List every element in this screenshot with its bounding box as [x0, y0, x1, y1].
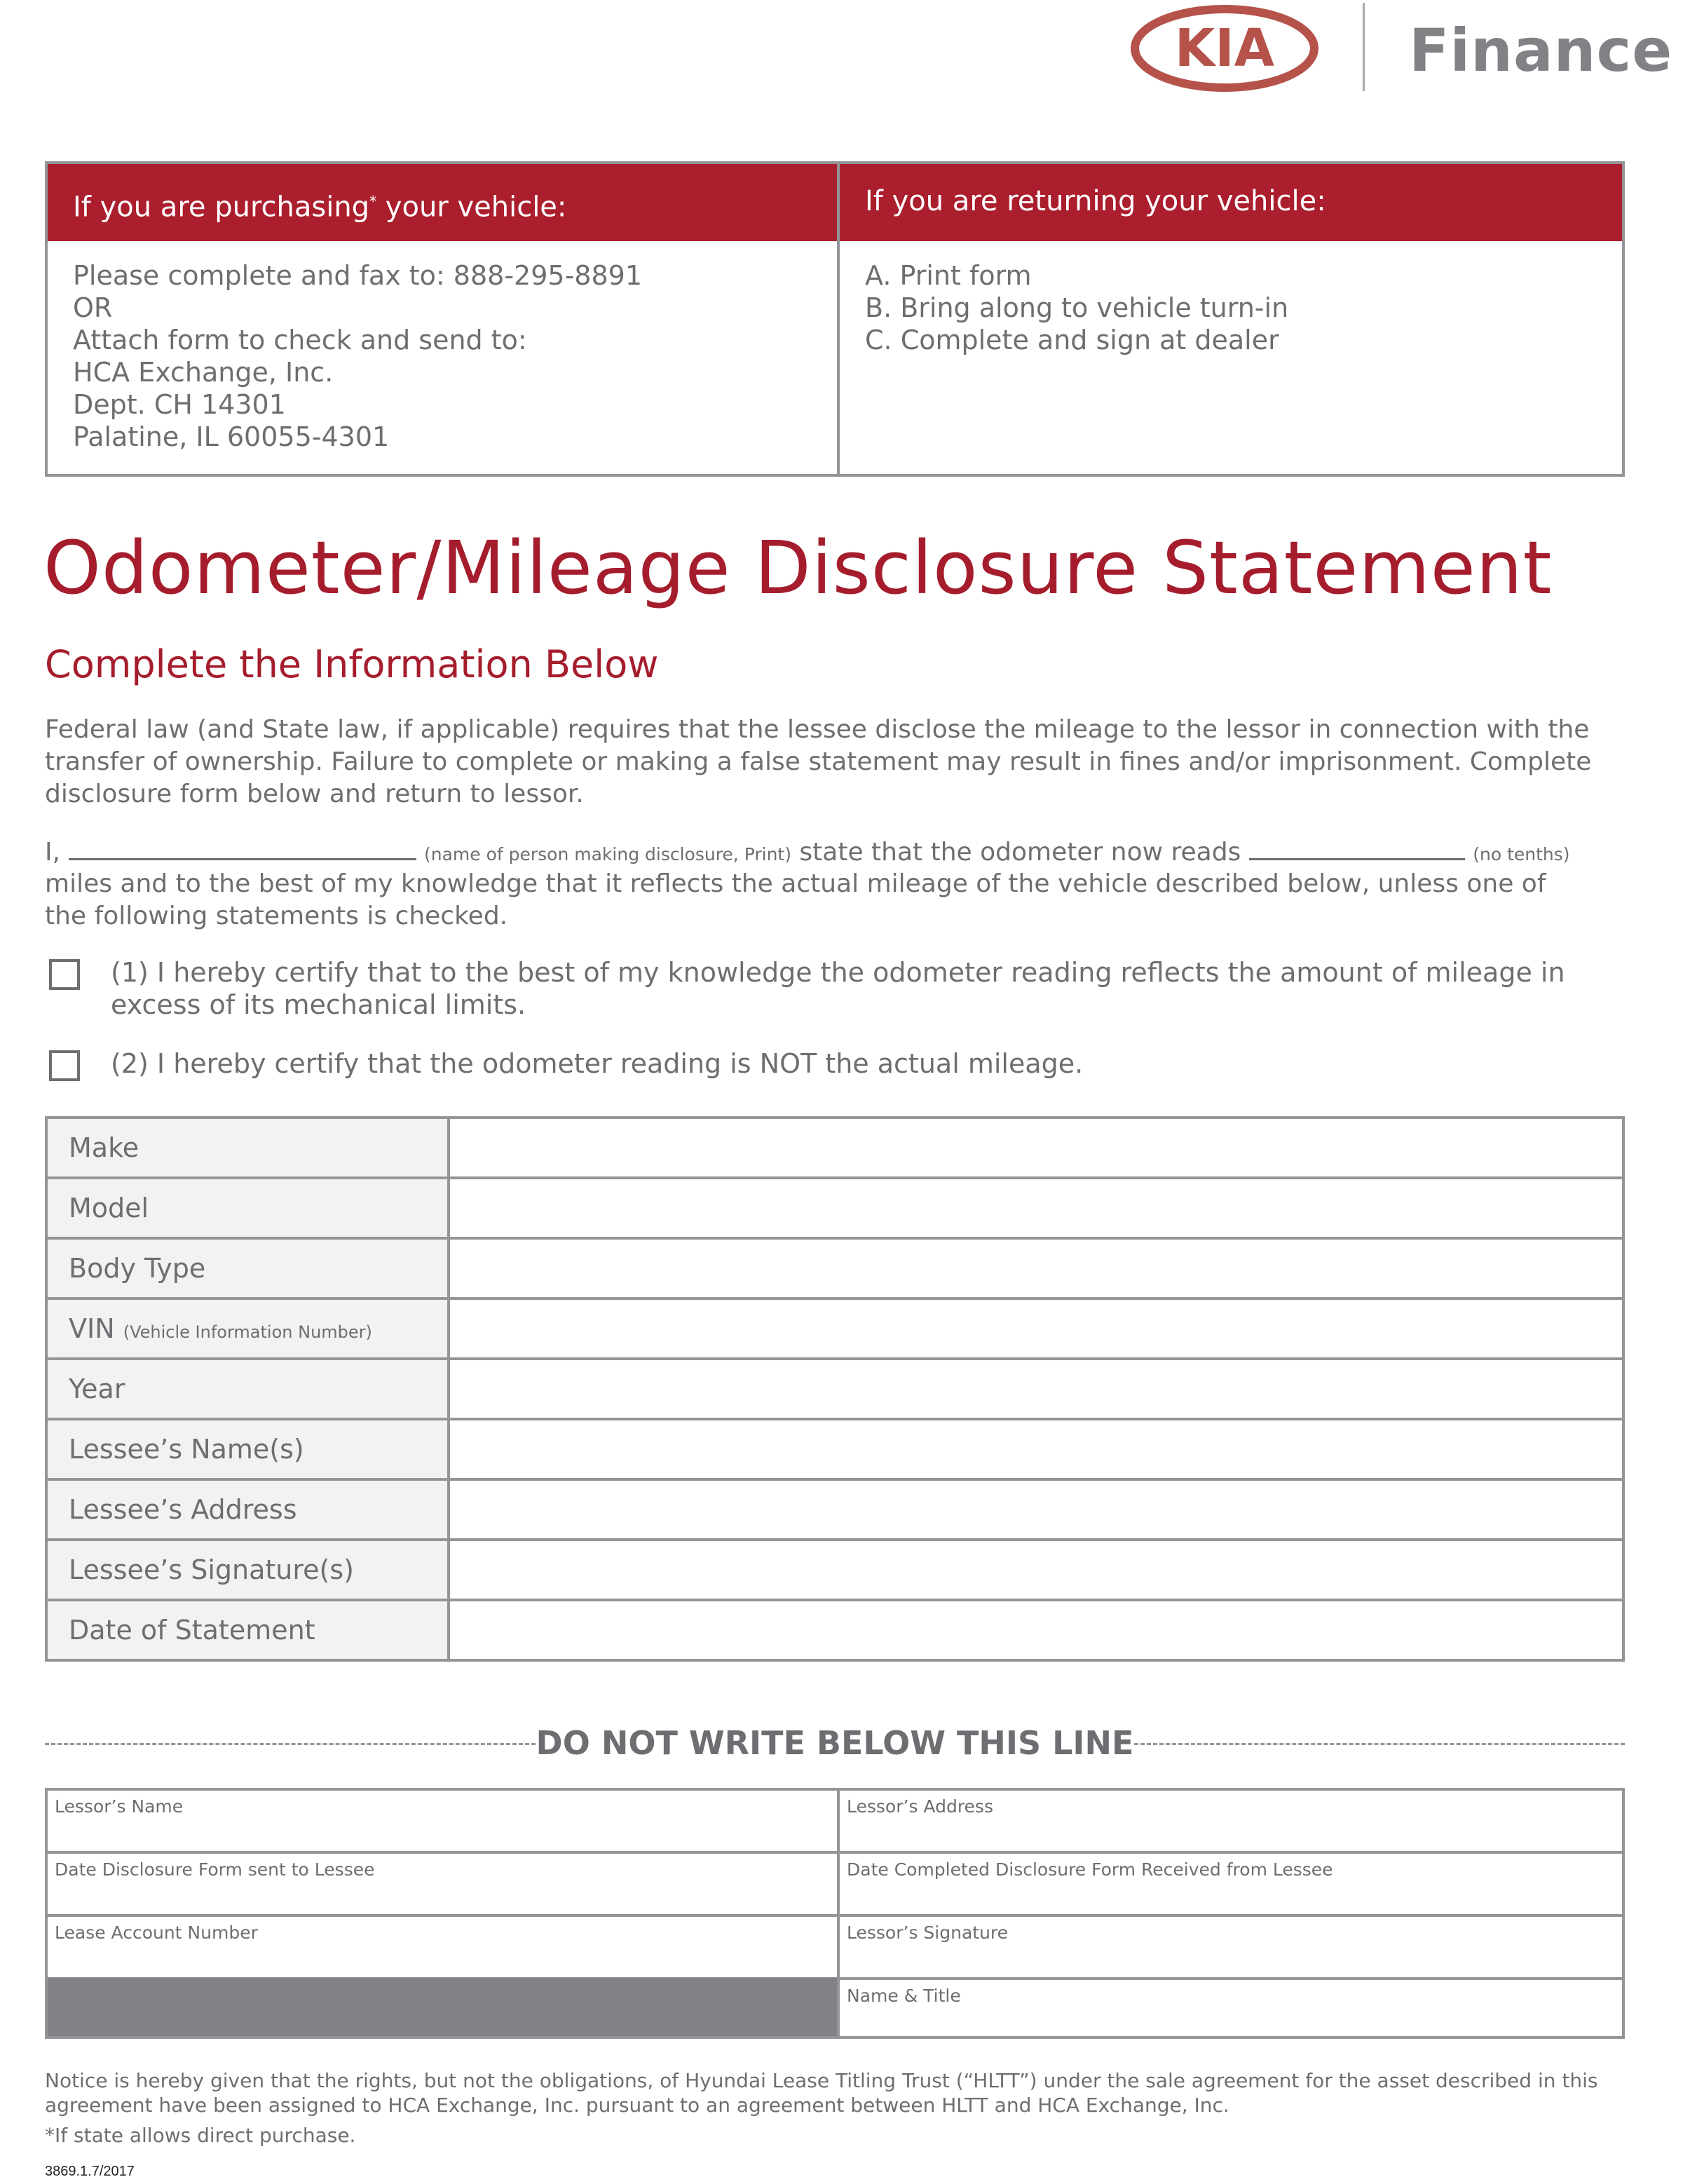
- statement-prefix: I,: [45, 838, 61, 867]
- instruction-line: OR: [73, 292, 113, 323]
- instruction-line: Attach form to check and send to:: [73, 325, 527, 355]
- page-subtitle: Complete the Information Below: [45, 642, 659, 686]
- date-of-statement-label: Date of Statement: [48, 1601, 450, 1659]
- table-row: [48, 1538, 1622, 1599]
- instruction-line: Dept. CH 14301: [73, 389, 286, 420]
- name-input[interactable]: [69, 836, 416, 860]
- instruction-line: B. Bring along to vehicle turn-in: [865, 292, 1289, 323]
- lessee-signatures-field[interactable]: [450, 1541, 1622, 1599]
- lessee-names-field[interactable]: [450, 1420, 1622, 1478]
- purchasing-instructions: [73, 259, 642, 453]
- lessee-signatures-label: Lessee’s Signature(s): [48, 1541, 450, 1599]
- instructions-box: [45, 161, 1625, 477]
- name-hint: (name of person making disclosure, Print): [423, 844, 791, 864]
- certification-text: (2) I hereby certify that the odometer reading is NOT the actual mileage.: [111, 1048, 1084, 1079]
- intro-paragraph: Federal law (and State law, if applicable) requires that the lessee disclose the mileage to the lessor in connection with the transfer of ownership. Failure to complete or making a false statement may result in fines and/or imprisonment. Complete disclosure form below and return to lessor.: [45, 715, 1592, 808]
- lessee-address-label: Lessee’s Address: [48, 1481, 450, 1538]
- make-label: Make: [48, 1119, 450, 1176]
- table-row: [48, 1176, 1622, 1237]
- finance-wordmark: Finance: [1409, 16, 1673, 85]
- svg-text:KIA: KIA: [1174, 18, 1275, 79]
- table-row: [48, 1418, 1622, 1478]
- certification-text: excess of its mechanical limits.: [111, 989, 526, 1020]
- statement-line: the following statements is checked.: [45, 902, 508, 930]
- instruction-line: A. Print form: [865, 260, 1032, 291]
- table-row: [48, 1357, 1622, 1418]
- shaded-cell: [48, 1978, 837, 2036]
- table-row: [48, 1478, 1622, 1538]
- lessors-address-cell[interactable]: Lessor’s Address: [847, 1796, 993, 1817]
- body-type-field[interactable]: [450, 1240, 1622, 1297]
- office-use-grid: [45, 1788, 1625, 2039]
- dashed-divider-left: [45, 1743, 536, 1745]
- year-field[interactable]: [450, 1360, 1622, 1418]
- checkbox-not-actual[interactable]: [49, 1050, 80, 1081]
- model-label: Model: [48, 1179, 450, 1237]
- assignment-notice: Notice is hereby given that the rights, but not the obligations, of Hyundai Lease Titling Trust (“HLTT”) under the sale agreement for the asset described in this agreement have been assigned to HCA Exchange, Inc. pursuant to an agreement between HLTT and HCA Exchange, Inc.: [45, 2069, 1598, 2117]
- returning-heading: If you are returning your vehicle:: [840, 164, 1622, 241]
- returning-instructions: [865, 259, 1288, 356]
- instruction-line: C. Complete and sign at dealer: [865, 325, 1279, 355]
- table-row: [48, 1237, 1622, 1297]
- statement-middle: state that the odometer now reads: [799, 838, 1241, 867]
- tenths-hint: (no tenths): [1473, 844, 1570, 864]
- table-row: [48, 1297, 1622, 1357]
- purchasing-heading: If you are purchasing* your vehicle:: [48, 164, 837, 241]
- instruction-line: Palatine, IL 60055-4301: [73, 421, 390, 452]
- year-label: Year: [48, 1360, 450, 1418]
- instruction-line: HCA Exchange, Inc.: [73, 357, 334, 388]
- kia-logo: [1130, 4, 1319, 93]
- disclosure-statement: [45, 836, 1636, 932]
- statement-line: miles and to the best of my knowledge that it reflects the actual mileage of the vehicle described below, unless one of: [45, 869, 1546, 898]
- date-of-statement-field[interactable]: [450, 1601, 1622, 1659]
- vehicle-info-table: [45, 1116, 1625, 1662]
- name-title-cell[interactable]: Name & Title: [847, 1986, 961, 2006]
- table-row: [48, 1599, 1622, 1659]
- dashed-divider-right: [1134, 1743, 1625, 1745]
- model-field[interactable]: [450, 1179, 1622, 1237]
- page-title: Odometer/Mileage Disclosure Statement: [43, 525, 1553, 611]
- lessee-address-field[interactable]: [450, 1481, 1622, 1538]
- lessors-signature-cell[interactable]: Lessor’s Signature: [847, 1922, 1009, 1943]
- instruction-line: Please complete and fax to: 888-295-8891: [73, 260, 642, 291]
- vin-field[interactable]: [450, 1300, 1622, 1357]
- form-code: 3869.1.7/2017: [45, 2164, 135, 2179]
- date-sent-cell[interactable]: Date Disclosure Form sent to Lessee: [55, 1859, 375, 1880]
- lease-account-cell[interactable]: Lease Account Number: [55, 1922, 258, 1943]
- lessee-names-label: Lessee’s Name(s): [48, 1420, 450, 1478]
- do-not-write-heading: DO NOT WRITE BELOW THIS LINE: [536, 1724, 1134, 1762]
- body-type-label: Body Type: [48, 1240, 450, 1297]
- vin-label: VIN (Vehicle Information Number): [48, 1300, 450, 1357]
- footnote: *If state allows direct purchase.: [45, 2124, 356, 2147]
- table-row: [48, 1119, 1622, 1176]
- checkbox-exceeds-limits[interactable]: [49, 959, 80, 990]
- certification-text: (1) I hereby certify that to the best of my knowledge the odometer reading reflects the amount of mileage in: [111, 957, 1565, 988]
- lessors-name-cell[interactable]: Lessor’s Name: [55, 1796, 184, 1817]
- make-field[interactable]: [450, 1119, 1622, 1176]
- odometer-input[interactable]: [1249, 836, 1465, 860]
- logo-divider: [1363, 3, 1365, 91]
- column-divider: [837, 164, 840, 474]
- date-received-cell[interactable]: Date Completed Disclosure Form Received from Lessee: [847, 1859, 1333, 1880]
